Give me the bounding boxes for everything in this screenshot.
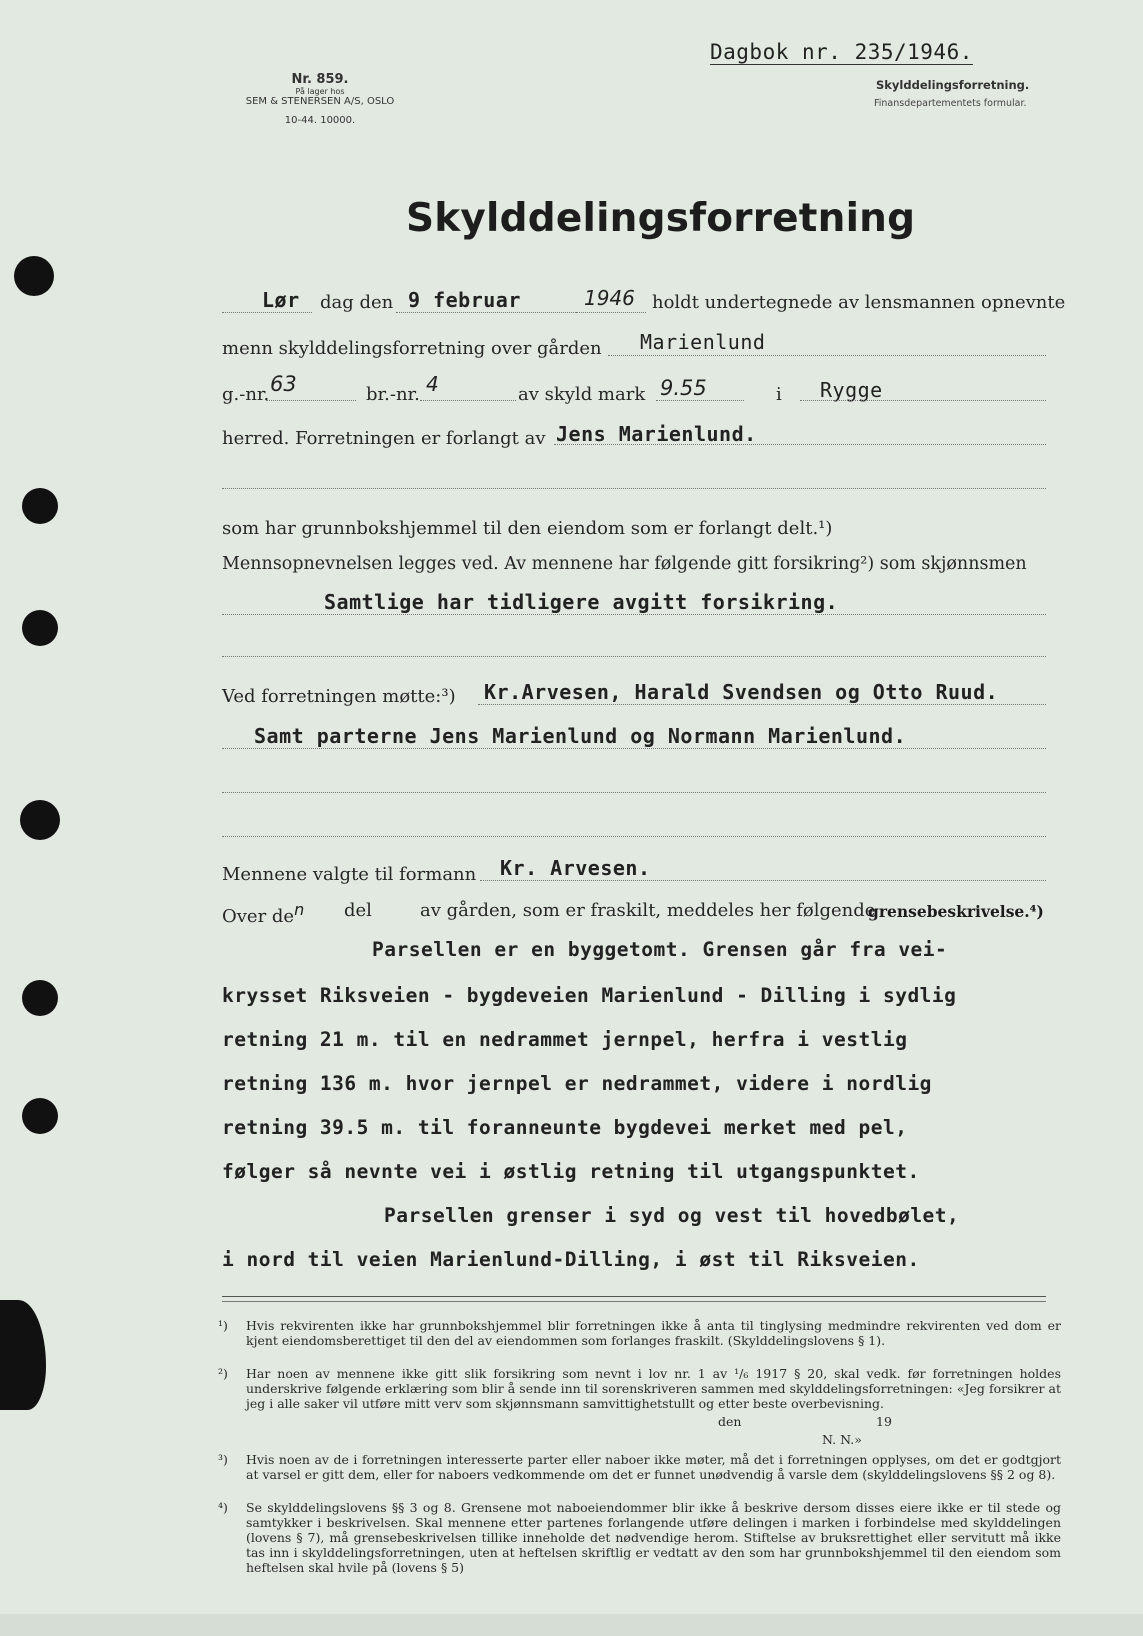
- description-line: retning 21 m. til en nedrammet jernpel, herfra i vestlig: [222, 1028, 908, 1051]
- over-rest: av gården, som er fraskilt, meddeles her følgende: [420, 900, 876, 921]
- footnote-rule: [222, 1296, 1046, 1297]
- skyld-value: 9.55: [660, 376, 707, 400]
- printer-info: [230, 72, 410, 126]
- footnote-rule: [222, 1301, 1046, 1302]
- printer-nr: Nr. 859.: [291, 72, 349, 87]
- gnr-label: g.-nr.: [222, 384, 270, 405]
- over-sup: n: [294, 900, 305, 919]
- over-label: Over $de^n$: [222, 900, 305, 927]
- mennsop-text: Mennsopnevnelsen legges ved. Av mennene har følgende gitt forsikring²) som skjønnsmen: [222, 554, 1027, 574]
- motte-line-1: Kr.Arvesen, Harald Svendsen og Otto Ruud.: [484, 680, 999, 704]
- footnote-sig-nn: N. N.»: [822, 1432, 862, 1447]
- footnote-4: ⁴) Se skylddelingslovens §§ 3 og 8. Grensene mot naboeiendommer blir ikke å beskrive dersom disses eiere ikke er til stede og samtykker i beskrivelsen. Skal mennene etter partenes forlangende utføre delingen i marken i forbindelse med skylddelingen (lovens § 7), må grensebeskrivelsen tillike inneholde det nødvendige herom. Stiftelse av bruksrettighet eller servitutt må ikke tas inn i skylddelingsforretningen, uten at heftelsen skriftlig er vedtatt av den som har grunnbokshjemmel til den eiendom som heftelsen skal hvile på (lovens § 5): [218, 1500, 1061, 1575]
- herred-name: Rygge: [820, 378, 883, 402]
- description-line: retning 39.5 m. til foranneunte bygdevei merket med pel,: [222, 1116, 908, 1139]
- footnote-1: ¹) Hvis rekvirenten ikke har grunnbokshjemmel blir forretningen ikke å anta til tinglysing medmindre rekvirenten ved dom er kjent eiendomsberettiget til den del av eiendommen som forlanges fraskilt. (Skylddelingslovens § 1).: [218, 1318, 1061, 1348]
- grense-label: grensebeskrivelse.⁴): [868, 902, 1044, 921]
- description-line: krysset Riksveien - bygdeveien Marienlund - Dilling i sydlig: [222, 984, 957, 1007]
- footnote-text: Hvis noen av de i forretningen interesserte parter eller naboer ikke møter, må det i forretningen opplyses, om det er godtgjort at varsel er gitt dem, eller for naboers vedkommende om det er funnet unødvendig å varsle dem (skylddelingslovens §§ 2 og 8).: [246, 1452, 1061, 1482]
- footnote-text: Har noen av mennene ikke gitt slik forsikring som nevnt i lov nr. 1 av ¹/₆ 1917 § 20, skal vedk. før forretningen holdes underskrive følgende erklæring som blir å sende inn til sorenskriveren sammen med skylddelingsforretningen: «Jeg forsikrer at jeg i alle saker vil utføre mitt verv som skjønnsmann samvittighetstullt og etter beste overbevisning.: [246, 1366, 1061, 1411]
- gnr-value: 63: [270, 372, 297, 396]
- requester-name: Jens Marienlund.: [556, 422, 757, 446]
- footnote-3: ³) Hvis noen av de i forretningen interesserte parter eller naboer ikke møter, må det i forretningen opplyses, om det er godtgjort at varsel er gitt dem, eller for naboers vedkommende om det er funnet unødvendig å varsle dem (skylddelingslovens §§ 2 og 8).: [218, 1452, 1061, 1482]
- holdt-label: holdt undertegnede av lensmannen opnevnte: [652, 292, 1066, 313]
- farm-name: Marienlund: [640, 330, 766, 354]
- punch-hole: [22, 1098, 58, 1134]
- motte-label: Ved forretningen møtte:³): [222, 686, 456, 707]
- printer-line: På lager hos: [295, 87, 345, 96]
- year-value: 1946: [584, 286, 635, 310]
- formann-label: Mennene valgte til formann: [222, 864, 477, 885]
- form-name: Skylddelingsforretning.: [876, 78, 1030, 92]
- day-value: Lør: [262, 288, 300, 312]
- description-line: retning 136 m. hvor jernpel er nedrammet, videre i nordlig: [222, 1072, 932, 1095]
- punch-hole: [22, 980, 58, 1016]
- description-line: Parsellen er en byggetomt. Grensen går fra vei-: [372, 938, 948, 961]
- form-source: Finansdepartementets formular.: [874, 98, 1027, 109]
- dag-den-label: dag den: [320, 292, 394, 313]
- skyld-label: av skyld mark: [518, 384, 646, 405]
- brnr-label: br.-nr.: [366, 384, 420, 405]
- description-line: Parsellen grenser i syd og vest til hovedbølet,: [384, 1204, 960, 1227]
- dagbok-number: Dagbok nr. 235/1946.: [710, 40, 973, 64]
- description-line: i nord til veien Marienlund-Dilling, i øst til Riksveien.: [222, 1248, 920, 1271]
- punch-hole: [22, 488, 58, 524]
- herred-label: herred. Forretningen er forlangt av: [222, 428, 546, 449]
- punch-hole: [20, 800, 60, 840]
- printer-line: SEM & STENERSEN A/S, OSLO: [245, 96, 395, 107]
- punch-hole: [14, 256, 54, 296]
- footnote-sig-den: den: [718, 1414, 742, 1429]
- menn-label: menn skylddelingsforretning over gården: [222, 338, 602, 359]
- footnote-sig-year: 19: [876, 1414, 892, 1429]
- page-bottom-edge: [0, 1614, 1143, 1636]
- grunnbok-text: som har grunnbokshjemmel til den eiendom som er forlangt delt.¹): [222, 518, 833, 539]
- printer-line: 10-44. 10000.: [284, 115, 356, 126]
- del-label: del: [344, 900, 372, 921]
- i-label: i: [776, 384, 782, 405]
- punch-hole: [22, 610, 58, 646]
- date-value: 9 februar: [408, 288, 521, 312]
- formann-value: Kr. Arvesen.: [500, 856, 651, 880]
- footnote-text: Hvis rekvirenten ikke har grunnbokshjemmel blir forretningen ikke å anta til tinglysing medmindre rekvirenten ved dom er kjent eiendomsberettiget til den del av eiendommen som forlanges fraskilt. (Skylddelingslovens § 1).: [246, 1318, 1061, 1348]
- footnote-2: ²) Har noen av mennene ikke gitt slik forsikring som nevnt i lov nr. 1 av ¹/₆ 1917 § 20, skal vedk. før forretningen holdes underskrive følgende erklæring som blir å sende inn til sorenskriveren sammen med skylddelingsforretningen: «Jeg forsikrer at jeg i alle saker vil utføre mitt verv som skjønnsmann samvittighetstullt og etter beste overbevisning. den 19 N. N.»: [218, 1366, 1061, 1447]
- torn-edge: [0, 1300, 46, 1410]
- forsikring-text: Samtlige har tidligere avgitt forsikring.: [324, 590, 839, 614]
- footnote-text: Se skylddelingslovens §§ 3 og 8. Grensene mot naboeiendommer blir ikke å beskrive dersom disses eiere ikke er til stede og samtykker i beskrivelsen. Skal mennene etter partenes forlangende utføre delingen i marken i forbindelse med skylddelingen (lovens § 7), må grensebeskrivelsen tillike inneholde det nødvendige herom. Stiftelse av bruksrettighet eller servitutt må ikke tas inn i skylddelingsforretningen, uten at heftelsen skriftlig er vedtatt av den som har grunnbokshjemmel til den eiendom som heftelsen skal hvile på (lovens § 5): [246, 1500, 1061, 1575]
- motte-line-2: Samt parterne Jens Marienlund og Normann Marienlund.: [254, 724, 907, 748]
- page-title: Skylddelingsforretning: [406, 196, 916, 241]
- brnr-value: 4: [426, 372, 439, 396]
- description-line: følger så nevnte vei i østlig retning til utgangspunktet.: [222, 1160, 920, 1183]
